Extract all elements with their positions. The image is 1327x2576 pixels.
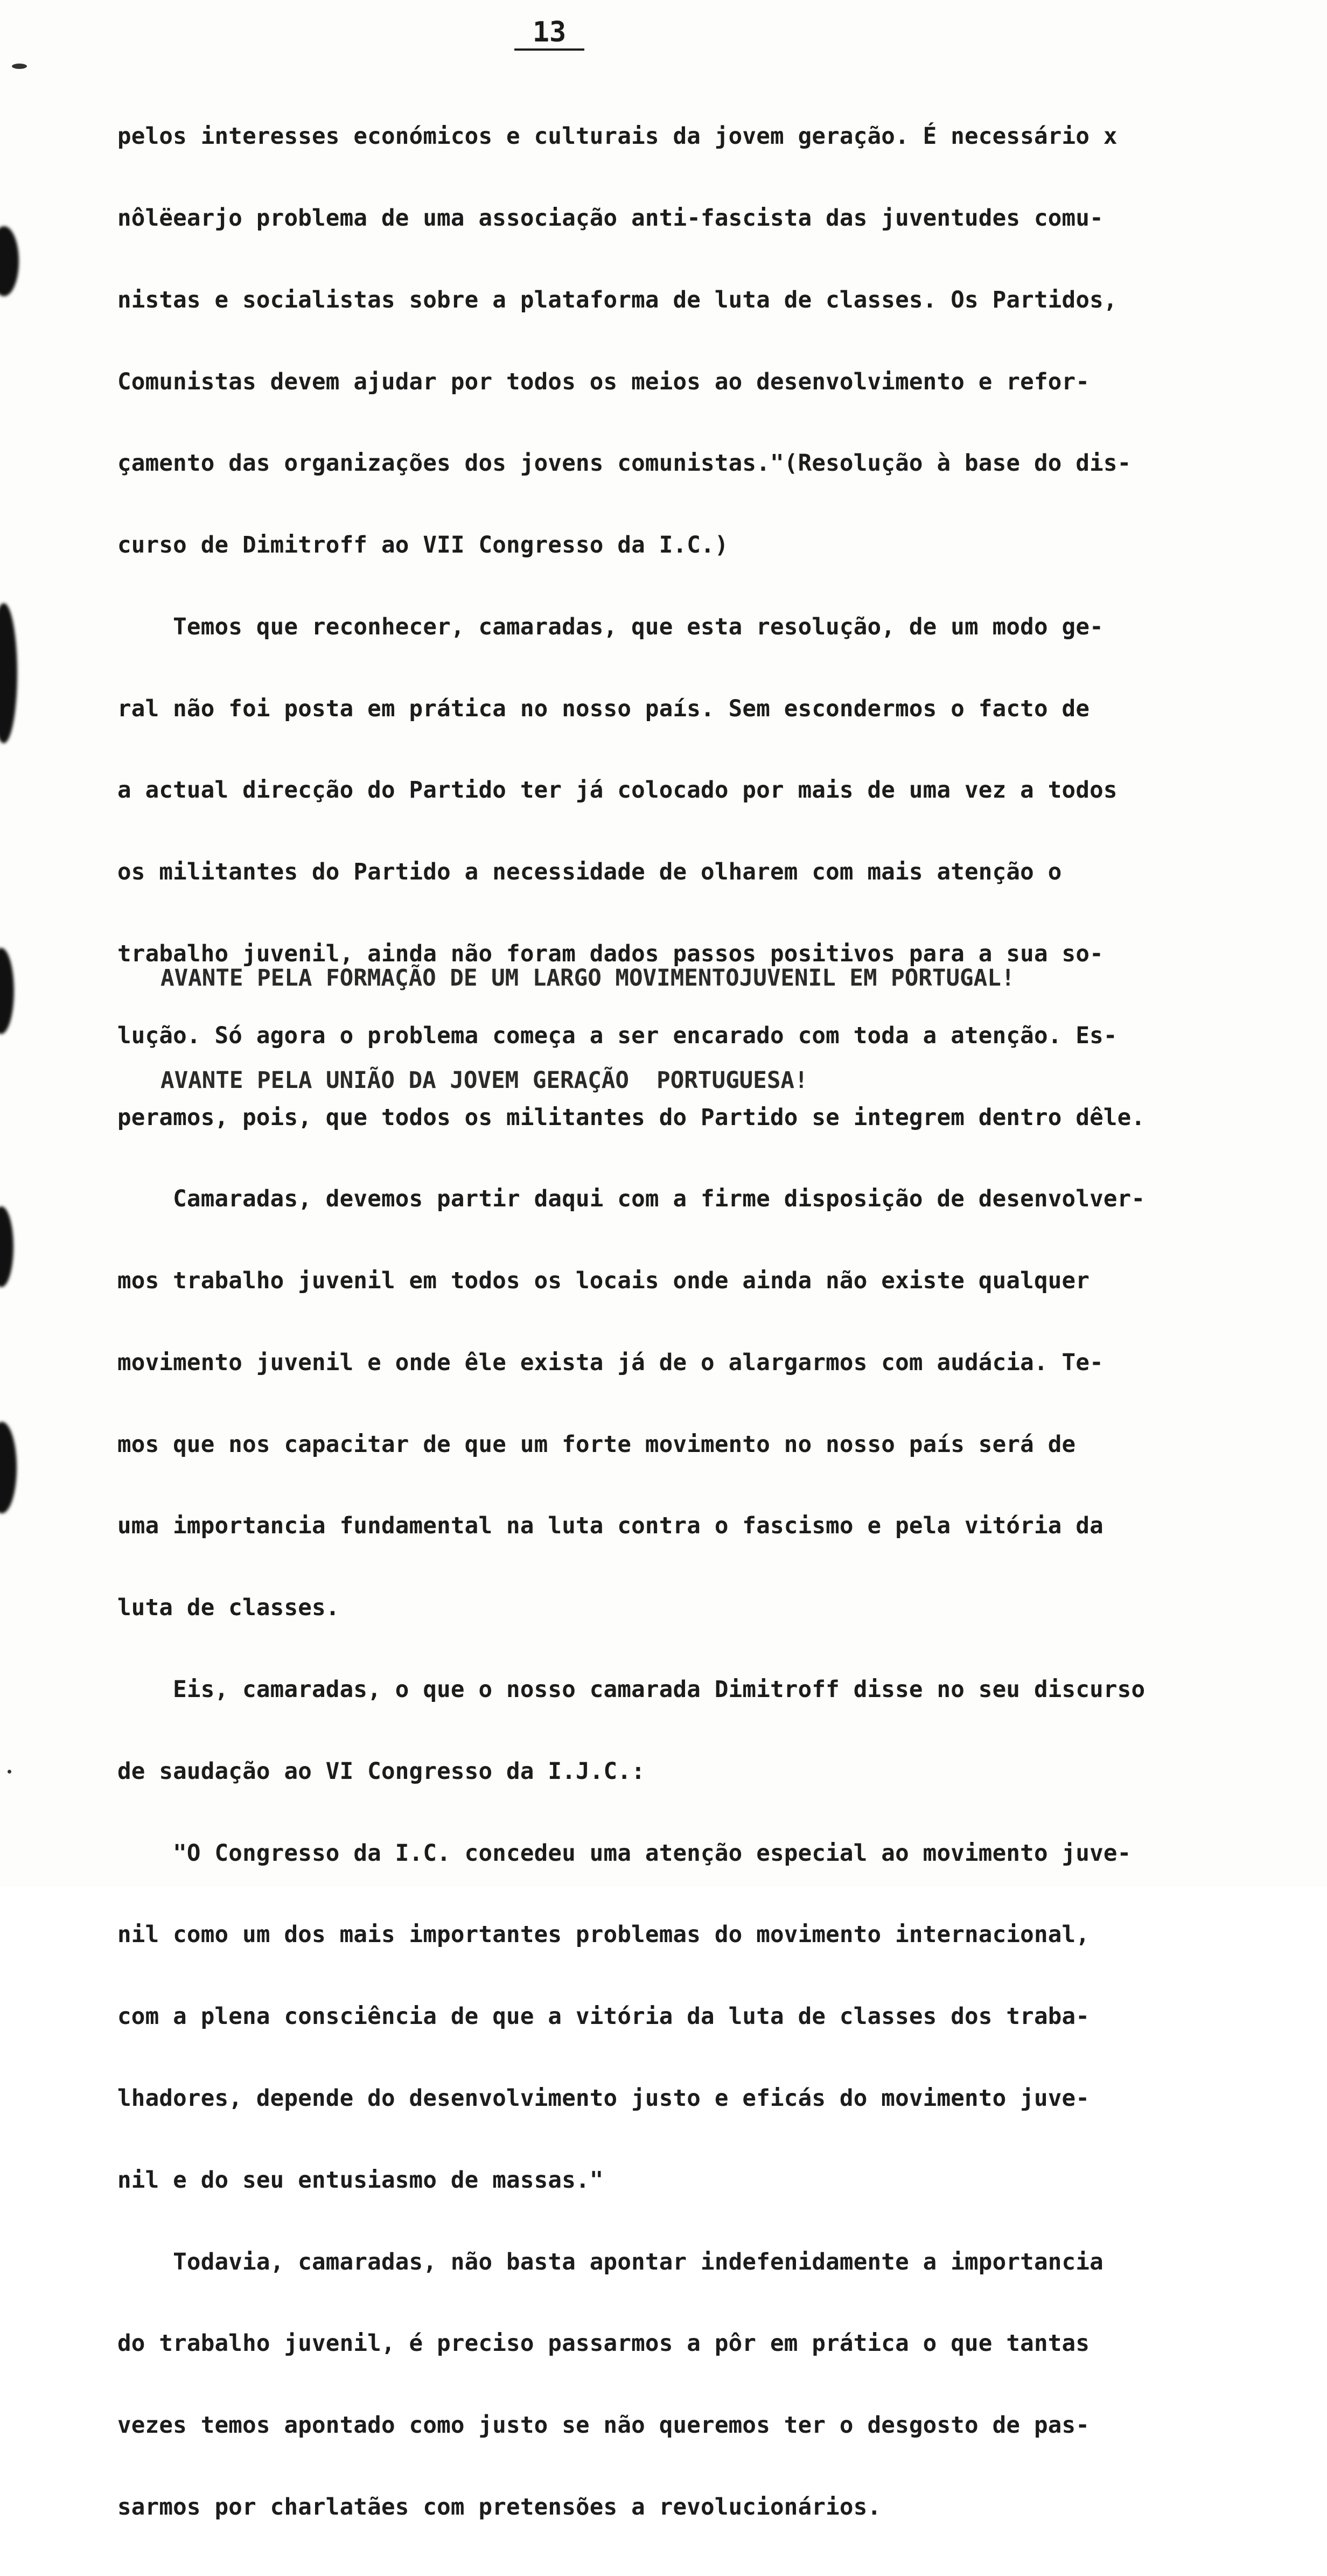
text-line: com a plena consciência de que a vitória da luta de classes dos traba-	[117, 2003, 1090, 2030]
text-line: Todavia, camaradas, não basta apontar indefenidamente a importancia	[117, 2249, 1103, 2275]
text-line: lhadores, depende do desenvolvimento justo e eficás do movimento juve-	[117, 2085, 1090, 2112]
body-text	[117, 69, 1291, 2576]
slogans	[160, 911, 1184, 1170]
text-line: peramos, pois, que todos os militantes do Partido se integrem dentro dêle.	[117, 1104, 1146, 1131]
text-line: de saudação ao VI Congresso da I.J.C.:	[117, 1758, 645, 1785]
text-line: çamento das organizações dos jovens comunistas."(Resolução à base do dis-	[117, 450, 1132, 477]
text-line: uma importancia fundamental na luta contra o fascismo e pela vitória da	[117, 1513, 1103, 1540]
text-line: nistas e socialistas sobre a plataforma de luta de classes. Os Partidos,	[117, 287, 1118, 313]
text-line: nil e do seu entusiasmo de massas."	[117, 2167, 604, 2194]
text-line: luta de classes.	[117, 1595, 340, 1622]
text-line: nôlëearjo problema de uma associação anti-fascista das juventudes comu-	[117, 205, 1103, 232]
text-line: vezes temos apontado como justo se não queremos ter o desgosto de pas-	[117, 2412, 1090, 2439]
text-line: lução. Só agora o problema começa a ser encarado com toda a atenção. Es-	[117, 1022, 1118, 1049]
ink-blot	[0, 948, 14, 1034]
page-number: 13	[514, 16, 584, 51]
text-line: nil como um dos mais importantes problemas do movimento internacional,	[117, 1922, 1090, 1949]
ink-blot	[0, 1422, 17, 1513]
text-line: "O Congresso da I.C. concedeu uma atenção especial ao movimento juve-	[117, 1840, 1132, 1867]
text-line: Temos que reconhecer, camaradas, que esta resolução, de um modo ge-	[117, 613, 1103, 640]
speck	[8, 1770, 11, 1774]
ink-blot	[0, 226, 19, 296]
slogan-line: AVANTE PELA UNIÃO DA JOVEM GERAÇÃO PORTUGUESA!	[160, 1067, 808, 1094]
text-line: mos trabalho juvenil em todos os locais onde ainda não existe qualquer	[117, 1268, 1090, 1295]
text-line: pelos interesses económicos e culturais da jovem geração. É necessário x	[117, 123, 1118, 150]
text-line: sarmos por charlatães com pretensões a revolucionários.	[117, 2494, 882, 2521]
text-line: Camaradas, devemos partir daqui com a firme disposição de desenvolver-	[117, 1186, 1146, 1213]
ink-blot	[0, 1206, 13, 1287]
text-line: Eis, camaradas, o que o nosso camarada Dimitroff disse no seu discurso	[117, 1677, 1146, 1704]
text-line: trabalho juvenil, ainda não foram dados passos positivos para a sua so-	[117, 941, 1103, 967]
text-line: mos que nos capacitar de que um forte movimento no nosso país será de	[117, 1431, 1076, 1458]
text-line: os militantes do Partido a necessidade de olharem com mais atenção o	[117, 859, 1062, 886]
text-line: curso de Dimitroff ao VII Congresso da I.C.)	[117, 532, 729, 559]
text-line: a actual direcção do Partido ter já colocado por mais de uma vez a todos	[117, 777, 1118, 804]
text-line: do trabalho juvenil, é preciso passarmos a pôr em prática o que tantas	[117, 2330, 1090, 2357]
text-line: ral não foi posta em prática no nosso país. Sem escondermos o facto de	[117, 695, 1090, 722]
text-line: Comunistas devem ajudar por todos os meios ao desenvolvimento e refor-	[117, 368, 1090, 395]
speck	[12, 64, 27, 69]
ink-blot	[0, 603, 17, 743]
text-line: movimento juvenil e onde êle exista já de o alargarmos com audácia. Te-	[117, 1349, 1103, 1376]
slogan-line: AVANTE PELA FORMAÇÃO DE UM LARGO MOVIMENTOJUVENIL EM PORTUGAL!	[160, 965, 1015, 992]
